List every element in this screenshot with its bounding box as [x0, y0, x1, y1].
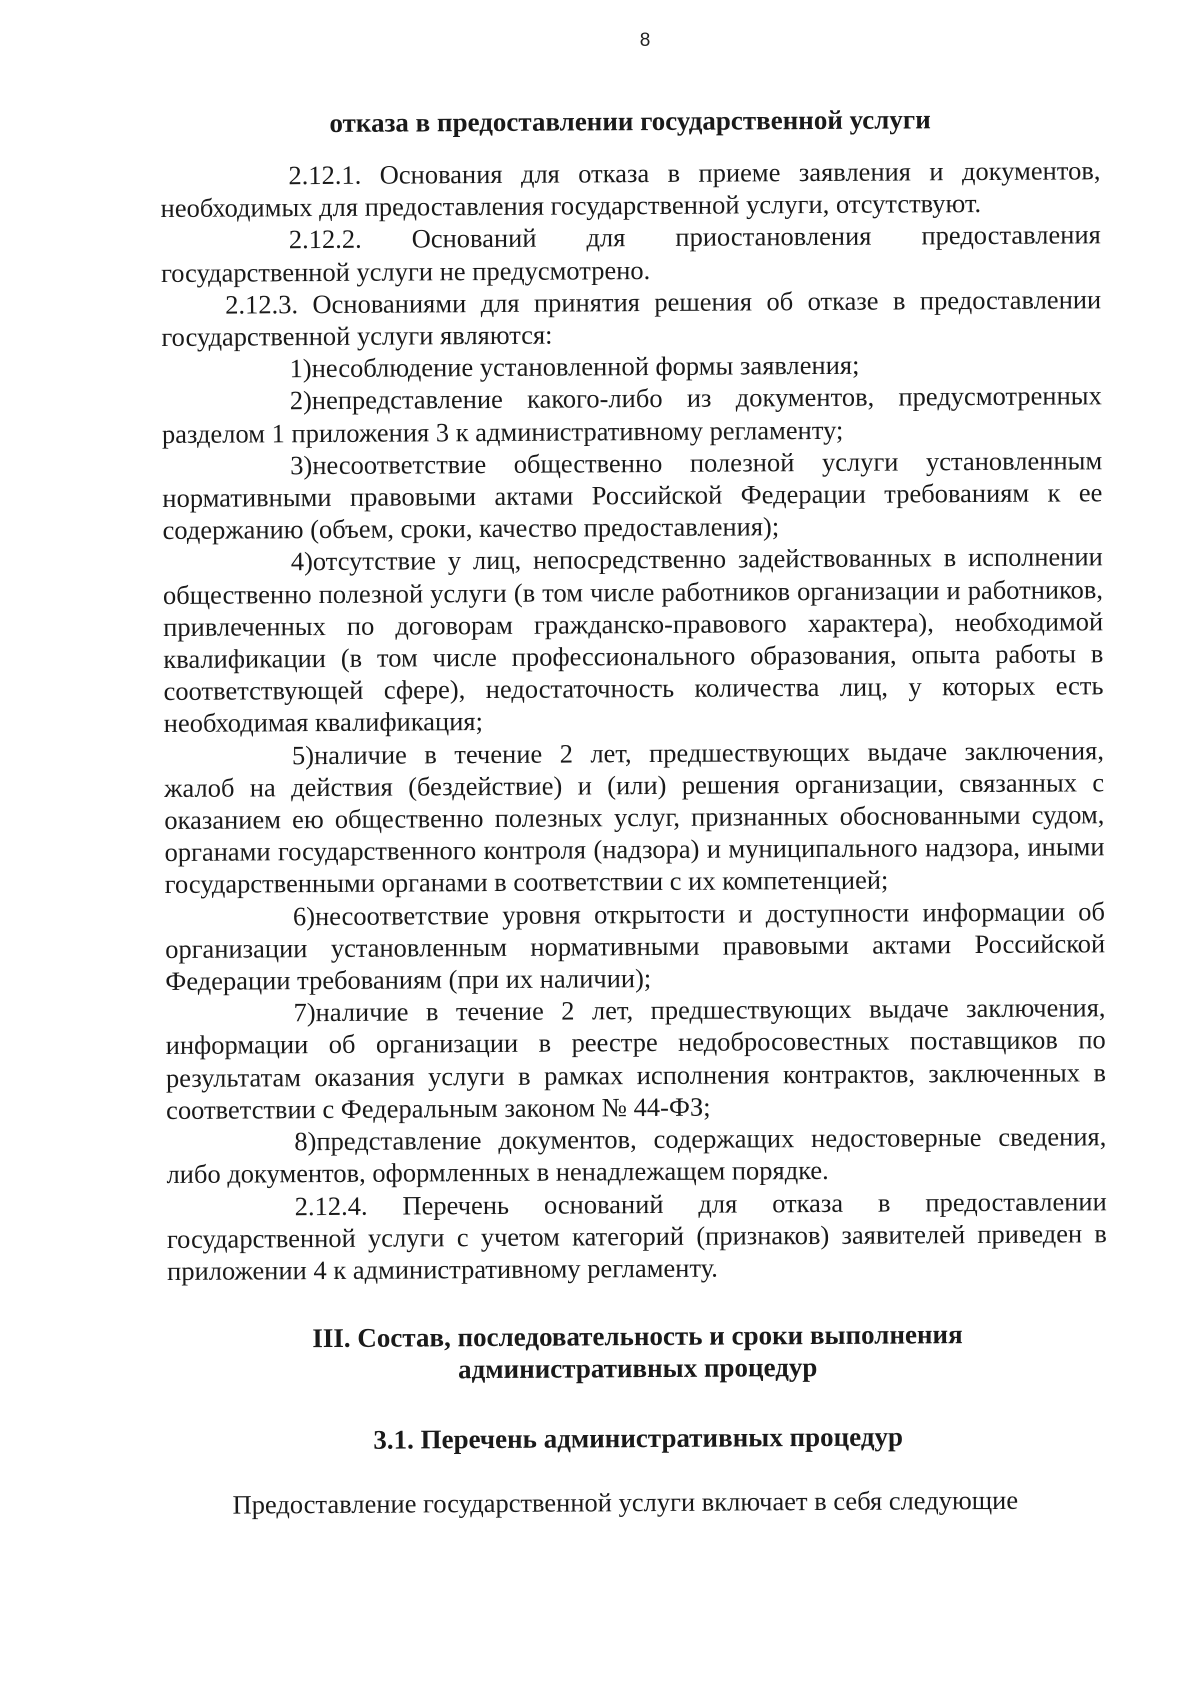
subsection-heading-3-1: 3.1. Перечень административных процедур — [373, 1421, 904, 1455]
list-item-2 — [162, 380, 1102, 450]
paragraph-text: Основаниями для принятия решения об отказе в предоставлении государственной услуги являются: — [161, 284, 1102, 353]
paragraph-text: Основания для отказа в приеме заявления и документов, необходимых для предоставления государственной услуги, отсутствуют. — [160, 155, 1101, 224]
list-item-6 — [165, 895, 1106, 997]
paragraph-text: Перечень оснований для отказа в предоставлении государственной услуги с учетом категорий (признаков) заявителей приведен в приложении 4 к административному регламенту. — [166, 1185, 1107, 1286]
paragraph-2-12-3 — [161, 283, 1101, 353]
list-item-8 — [166, 1120, 1106, 1190]
list-item-number: 5) — [291, 739, 315, 770]
document-body — [160, 102, 1109, 1521]
paragraph-2-12-2 — [161, 219, 1101, 289]
list-item-text: несоблюдение установленной формы заявления; — [311, 349, 860, 384]
list-item-4 — [163, 541, 1104, 740]
list-item-number: 7) — [293, 997, 316, 1028]
list-item-text: несоответствие общественно полезной услуги установленным нормативными правовыми актами Российской Федерации требованиям к ее содержанию (объем, сроки, качество предоставления); — [162, 445, 1103, 546]
page-number: 8 — [639, 30, 651, 51]
paragraph-number: 2.12.4. — [294, 1190, 368, 1221]
list-item-text: наличие в течение 2 лет, предшествующих выдаче заключения, информации об организации в реестре недобросовестных поставщиков по результатам оказания услуги в рамках исполнения контрактов, заключенных в соответствии с Федеральным законом № 44-ФЗ; — [165, 992, 1106, 1125]
paragraph-number: 2.12.1. — [288, 159, 362, 191]
paragraph-2-12-4 — [167, 1185, 1108, 1287]
paragraph-number: 2.12.3. — [225, 288, 299, 320]
list-item-text: отсутствие у лиц, непосредственно задействованных в исполнении общественно полезной услуги (в том числе работников организации и работников, привлеченных по договорам гражданско-правового характера), необходимой квалификации (в том числе профессионального образования, опыта работы в соответствующей сфере), недостаточность количества лиц, у которых есть необходимая квалификация; — [162, 541, 1104, 739]
section-heading-iii — [167, 1317, 1107, 1387]
list-item-text: наличие в течение 2 лет, предшествующих выдаче заключения, жалоб на действия (бездействие) и (или) решения организации, связанных с оказанием ею общественно полезных услуг, признанных обоснованными судом, органами государственного контроля (надзора) и муниципального надзора, иными государственными органами в соответствии с их компетенцией; — [164, 734, 1105, 900]
list-item-number: 3) — [290, 449, 313, 481]
list-item-7 — [165, 992, 1106, 1127]
list-item-number: 1) — [289, 353, 312, 384]
section-heading-line-1: III. Состав, последовательность и сроки выполнения — [312, 1319, 963, 1354]
list-item-number: 2) — [289, 385, 312, 416]
list-item-number: 6) — [292, 900, 316, 931]
paragraph-number: 2.12.2. — [288, 224, 362, 255]
list-item-text: непредставление какого-либо из документов, предусмотренных разделом 1 приложения 3 к административному регламенту; — [161, 380, 1102, 449]
list-item-text: представление документов, содержащих недостоверные сведения, либо документов, оформленных в ненадлежащем порядке. — [166, 1121, 1107, 1190]
section-heading-line-2: административных процедур — [457, 1352, 818, 1385]
list-item-number: 8) — [294, 1126, 317, 1157]
paragraph-text: Оснований для приостановления предоставления государственной услуги не предусмотрено. — [160, 219, 1101, 288]
section-heading-top: отказа в предоставлении государственной услуги — [329, 104, 931, 138]
list-item-number: 4) — [290, 546, 313, 577]
list-item-3 — [162, 444, 1103, 546]
list-item-text: несоответствие уровня открытости и доступности информации об организации установленным нормативными правовыми актами Российской Федерации требованиям (при их наличии); — [165, 895, 1106, 997]
final-paragraph: Предоставление государственной услуги включает в себя следующие — [232, 1484, 1019, 1520]
paragraph-2-12-1 — [160, 154, 1100, 224]
list-item-5 — [164, 734, 1105, 901]
